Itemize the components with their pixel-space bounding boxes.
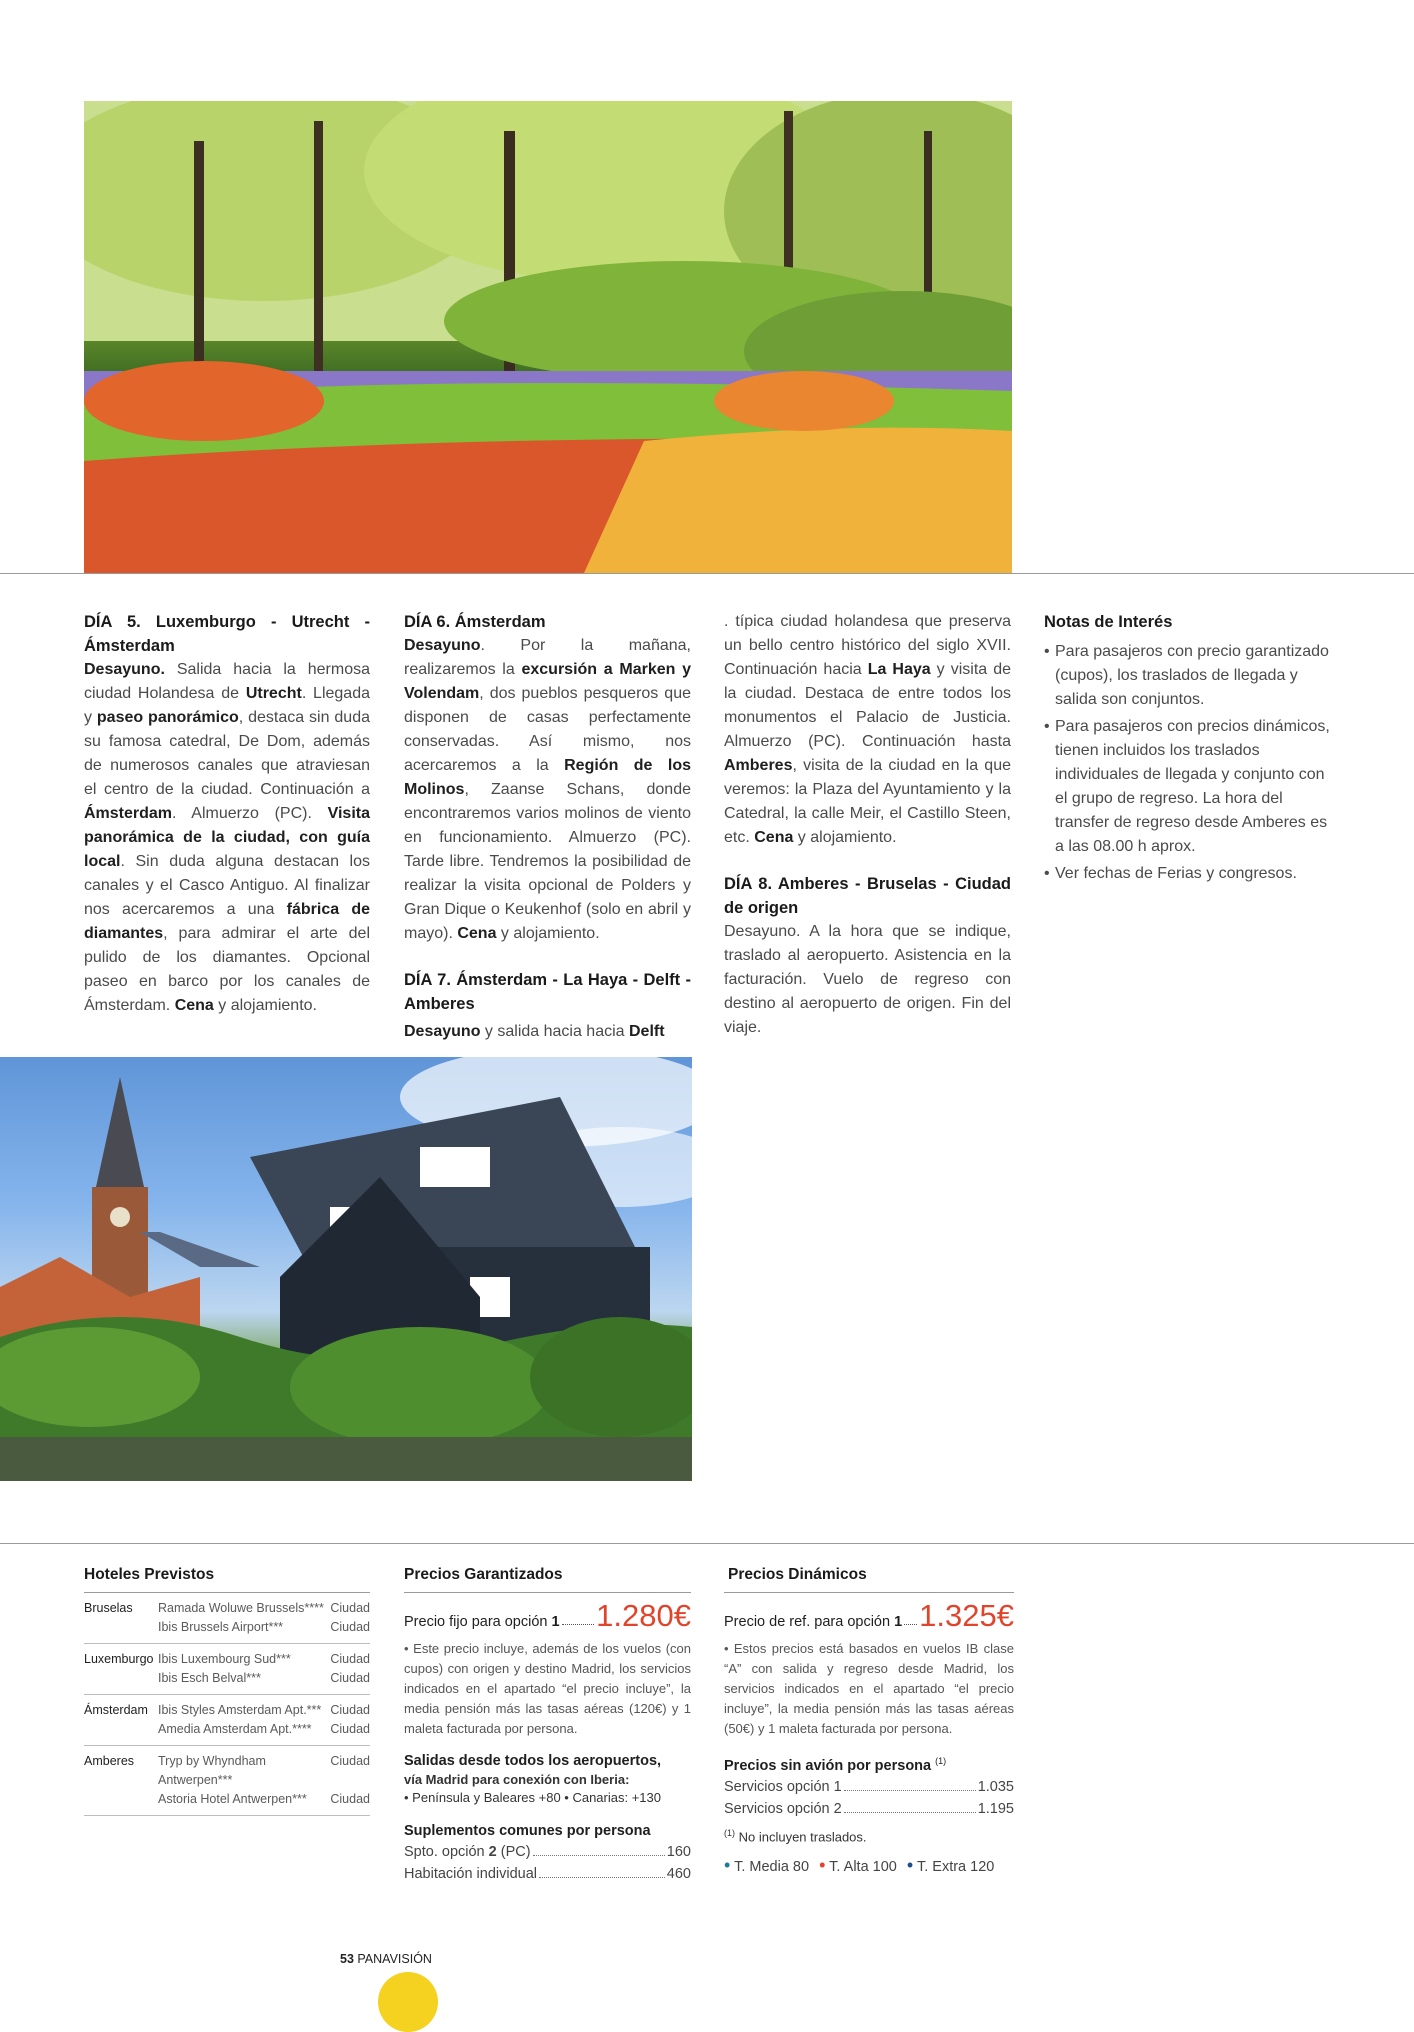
- day7-heading: DÍA 7. Ámsterdam - La Haya - Delft - Amberes: [404, 971, 691, 1013]
- day7-text-continued: . típica ciudad holandesa que preserva un bello centro histórico del siglo XVII. Continuación hacia La Haya y visita de la ciudad. Destaca de entre todos los monumentos el Palacio de Justicia. Almuerzo (PC). Continuación hasta Amberes, visita de la ciudad en la que veremos: la Plaza del Ayuntamiento y la Catedral, la calle Meir, el Castillo Steen, etc. Cena y alojamiento.: [724, 613, 1011, 846]
- hotel-name: Ramada Woluwe Brussels****: [158, 1601, 324, 1615]
- hotel-group-luxemburgo: [84, 1644, 370, 1695]
- no-air-row: Servicios opción 1 1.035: [724, 1776, 1014, 1798]
- notes-item: • Ver fechas de Ferias y congresos.: [1044, 862, 1334, 886]
- supplements-heading: Suplementos comunes por persona: [404, 1823, 651, 1839]
- day7-text-start: Desayuno y salida hacia hacia Delft: [404, 1023, 665, 1040]
- day6-heading: DÍA 6. Ámsterdam: [404, 613, 546, 631]
- season-item: • T. Extra 120: [906, 1855, 995, 1876]
- day5-column: [84, 610, 370, 1018]
- hotels-section: [84, 1564, 370, 1816]
- table-row: [84, 1644, 370, 1670]
- no-air-value: 1.195: [977, 1800, 1014, 1817]
- guaranteed-heading: Precios Garantizados: [404, 1564, 691, 1593]
- departures-heading: Salidas desde todos los aeropuertos,: [404, 1753, 662, 1769]
- guaranteed-price-value: 1.280€: [596, 1598, 691, 1633]
- hotel-type: Ciudad: [330, 1652, 370, 1666]
- season-item: • T. Media 80: [724, 1855, 810, 1876]
- departures-line: • Península y Baleares +80 • Canarias: +130: [404, 1790, 661, 1805]
- hotel-type: Ciudad: [328, 1669, 370, 1695]
- supplement-row: Habitación individual 460: [404, 1863, 691, 1885]
- day8-heading: DÍA 8. Amberes - Bruselas - Ciudad de origen: [724, 875, 1011, 917]
- hotels-heading: Hoteles Previstos: [84, 1564, 370, 1593]
- page-footer: [340, 1952, 432, 1966]
- price-leader-dots: [904, 1624, 917, 1625]
- day7-8-column: [724, 610, 1011, 1040]
- season-dot-icon: •: [819, 1855, 826, 1876]
- hotel-name: Ibis Esch Belval***: [158, 1669, 328, 1695]
- hotel-name: Ibis Styles Amsterdam Apt.***: [158, 1703, 322, 1717]
- departures-subheading: vía Madrid para conexión con Iberia:: [404, 1772, 630, 1787]
- table-row: [84, 1695, 370, 1721]
- supplement-value: 460: [666, 1866, 691, 1882]
- table-row: [84, 1746, 370, 1791]
- dutch-village-photo: [0, 1057, 692, 1481]
- supplement-value: 160: [666, 1844, 691, 1860]
- hotel-group-bruselas: [84, 1593, 370, 1644]
- hotel-type: Ciudad: [330, 1703, 370, 1717]
- day6-text: Desayuno. Por la mañana, realizaremos la excursión a Marken y Volendam, dos pueblos pesqueros que disponen de casas perfectamente conservadas. Así mismo, nos acercaremos a la Región de los Molinos, Zaanse Schans, donde encontraremos varios molinos de viento en funcionamiento. Almuerzo (PC). Tarde libre. Tendremos la posibilidad de realizar la visita opcional de Polders y Gran Dique o Keukenhof (solo en abril y mayo). Cena y alojamiento.: [404, 637, 691, 942]
- dutch-village-illustration: [0, 1057, 692, 1481]
- guaranteed-price-label: Precio fijo para opción 1: [404, 1614, 560, 1630]
- hotel-name: Ibis Brussels Airport***: [158, 1618, 328, 1644]
- notes-list: [1044, 640, 1334, 886]
- dynamic-includes-text: • Estos precios está basados en vuelos IB clase “A” con salida y regreso desde Madrid, los servicios indicados en el apartado “el precio incluye”, la media pensión más las tasas aéreas (50€) y 1 maleta facturada por persona.: [724, 1641, 1014, 1736]
- hotel-type: Ciudad: [328, 1618, 370, 1644]
- hotel-group-amberes: [84, 1746, 370, 1816]
- dynamic-price-line: [724, 1599, 1014, 1633]
- dynamic-price-value: 1.325€: [919, 1598, 1014, 1633]
- hotel-type: Ciudad: [330, 1601, 370, 1615]
- guaranteed-price-line: [404, 1599, 691, 1633]
- table-row: [84, 1593, 370, 1618]
- season-legend: [724, 1856, 1014, 1878]
- supplement-row: Spto. opción 2 (PC) 160: [404, 1841, 691, 1863]
- footer-brand: PANAVISIÓN: [357, 1952, 432, 1966]
- price-leader-dots: [562, 1624, 595, 1625]
- no-air-footnote: $^{(1)}$ No incluyen traslados.: [724, 1827, 867, 1845]
- day5-text: Desayuno. Salida hacia la hermosa ciudad Holandesa de Utrecht. Llegada y paseo panorámico, destaca sin duda su famosa catedral, De Dom, además de numerosos canales que atraviesan el centro de la ciudad. Continuación a Ámsterdam. Almuerzo (PC). Visita panorámica de la ciudad, con guía local. Sin duda alguna destacan los canales y el Casco Antiguo. Al finalizar nos acercaremos a una fábrica de diamantes, para admirar el arte del pulido de los diamantes. Opcional paseo en barco por los canales de Ámsterdam. Cena y alojamiento.: [84, 661, 371, 1014]
- guaranteed-includes-text: • Este precio incluye, además de los vuelos (con cupos) con origen y destino Madrid, los servicios indicados en el apartado “el precio incluye”, la media pensión más las tasas aéreas (120€) y 1 maleta facturada por persona.: [404, 1641, 691, 1736]
- hotel-name: Ibis Luxembourg Sud***: [158, 1652, 291, 1666]
- footer-badge: [378, 1972, 438, 2032]
- hotel-type: Ciudad: [328, 1790, 370, 1816]
- hotel-city: Amberes: [84, 1746, 158, 1816]
- top-divider: [0, 573, 1414, 574]
- no-air-row: Servicios opción 2 1.195: [724, 1798, 1014, 1820]
- notes-panel: [1044, 610, 1334, 889]
- tulip-garden-photo: [84, 101, 1012, 573]
- hotel-name: Astoria Hotel Antwerpen***: [158, 1790, 328, 1816]
- hotel-city: Luxemburgo: [84, 1644, 158, 1695]
- day6-column: [404, 610, 691, 1044]
- dynamic-prices-section: [724, 1564, 1014, 1878]
- hotel-type: Ciudad: [330, 1754, 370, 1768]
- dynamic-price-label: Precio de ref. para opción 1: [724, 1614, 903, 1630]
- hotel-group-amsterdam: [84, 1695, 370, 1746]
- no-air-value: 1.035: [977, 1778, 1014, 1795]
- hotel-type: Ciudad: [328, 1720, 370, 1746]
- notes-item: • Para pasajeros con precios dinámicos, tienen incluidos los traslados individuales de llegada y conjunto con el grupo de regreso. La hora del transfer de regreso desde Amberes es a las 08.00 h aprox.: [1044, 715, 1334, 859]
- page-number: 53: [340, 1952, 354, 1966]
- notes-item: • Para pasajeros con precio garantizado (cupos), los traslados de llegada y salida son conjuntos.: [1044, 640, 1334, 712]
- hotel-city: Bruselas: [84, 1593, 158, 1644]
- hotel-name: Amedia Amsterdam Apt.****: [158, 1720, 328, 1746]
- season-item: • T. Alta 100: [819, 1855, 897, 1876]
- bottom-divider: [0, 1543, 1414, 1544]
- no-air-heading: Precios sin avión por persona $^{(1)}$: [724, 1756, 947, 1774]
- tulip-garden-illustration: [84, 101, 1012, 573]
- dynamic-heading: Precios Dinámicos: [724, 1564, 1014, 1593]
- hotel-city: Ámsterdam: [84, 1695, 158, 1746]
- notes-heading: Notas de Interés: [1044, 613, 1173, 631]
- guaranteed-prices-section: [404, 1564, 691, 1885]
- hotels-table: [84, 1593, 370, 1816]
- day5-heading: DÍA 5. Luxemburgo - Utrecht - Ámsterdam: [84, 613, 370, 655]
- season-dot-icon: •: [906, 1855, 914, 1876]
- season-dot-icon: •: [724, 1855, 731, 1876]
- day8-text: Desayuno. A la hora que se indique, traslado al aeropuerto. Asistencia en la facturación. Vuelo de regreso con destino al aeropuerto de origen. Fin del viaje.: [724, 923, 1011, 1036]
- hotel-name: Tryp by Whyndham Antwerpen***: [158, 1754, 266, 1787]
